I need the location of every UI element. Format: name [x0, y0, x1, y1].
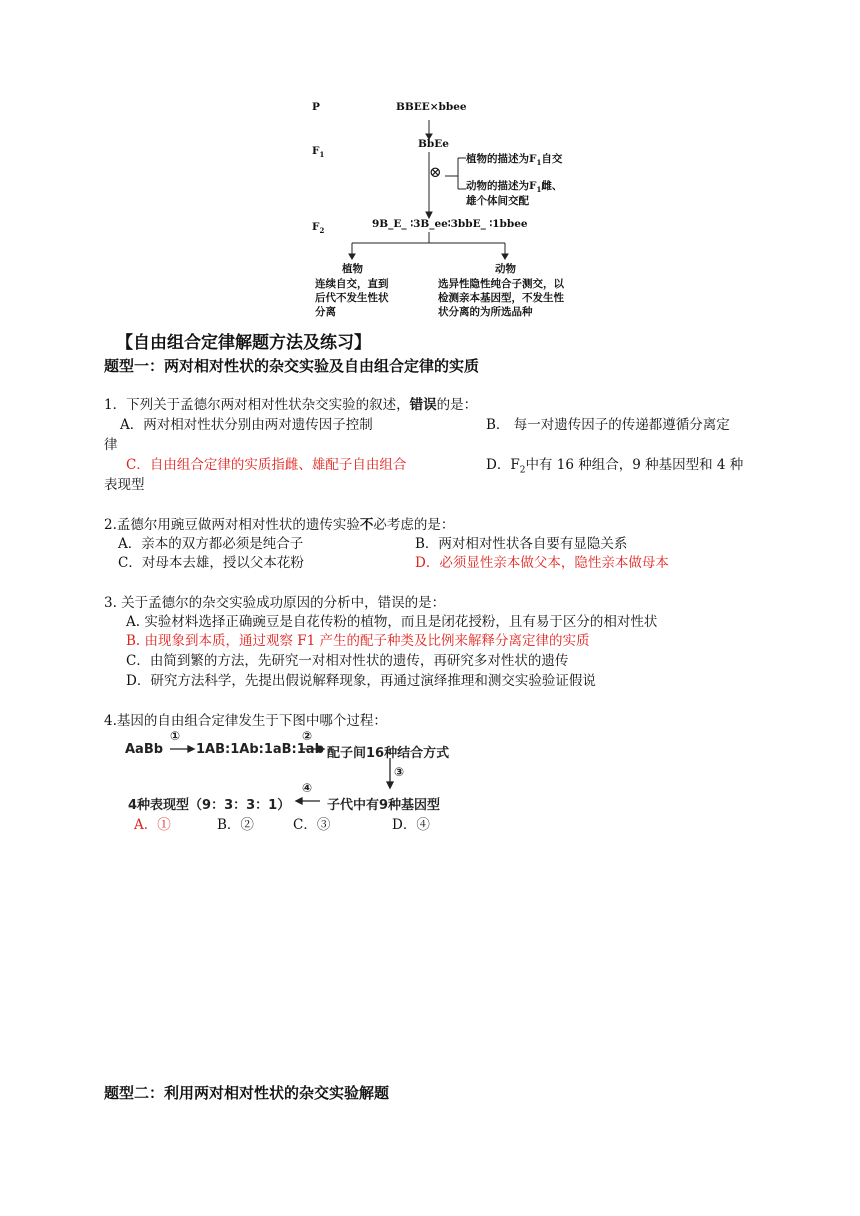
q1-option-a: A．两对相对性状分别由两对遗传因子控制 — [120, 417, 373, 433]
q4-start-genotype: AaBb — [125, 742, 164, 757]
q4-genotypes: 子代中有9种基因型 — [327, 798, 441, 813]
q3-stem: 3. 关于孟德尔的杂交实验成功原因的分析中，错误的是： — [104, 595, 446, 611]
p-cross: BBEE×bbee — [396, 101, 467, 113]
plant-desc: 连续自交，直到 后代不发生性状 分离 — [315, 278, 389, 318]
q1-option-b: B． 每一对遗传因子的传递都遵循分离定 — [486, 417, 730, 433]
type2-title: 题型二：利用两对相对性状的杂交实验解题 — [104, 1084, 390, 1102]
q4-option-b: B．② — [217, 817, 254, 833]
q3-option-d: D．研究方法科学，先提出假说解释现象，再通过演绎推理和测交实验验证假说 — [126, 673, 596, 689]
q3-option-b: B. 由现象到本质，通过观察 F1 产生的配子种类及比例来解释分离定律的实质 — [126, 633, 590, 649]
q4-option-c: C．③ — [293, 817, 331, 833]
q4-phenotypes: 4种表现型（9：3：3：1） — [128, 798, 291, 813]
animal-note-line1: 动物的描述为$F_1$雌、 — [466, 180, 563, 195]
f1-genotype: BbEe — [418, 138, 449, 150]
q1-stem: 1．下列关于孟德尔两对相对性状杂交实验的叙述，错误的是： — [104, 397, 478, 413]
animal-note-line2: 雄个体间交配 — [466, 195, 529, 207]
q2-option-b: B．两对相对性状各自要有显隐关系 — [415, 536, 628, 552]
q1-option-c: C．自由组合定律的实质指雌、雄配子自由组合 — [126, 457, 407, 473]
q1-option-d-cont: 表现型 — [104, 477, 145, 493]
q1-option-b-cont: 律 — [104, 437, 118, 453]
p-label: P — [312, 101, 320, 113]
q4-step3-label: ③ — [394, 765, 405, 779]
q4-combinations: 配子间16种结合方式 — [327, 746, 450, 761]
q4-option-a: A．① — [134, 817, 171, 833]
q4-step4-label: ④ — [302, 781, 313, 795]
q2-stem: 2.孟德尔用豌豆做两对相对性状的遗传实验不必考虑的是： — [104, 517, 455, 533]
animal-desc: 选异性隐性纯合子测交，以 检测亲本基因型，不发生性 状分离的为所选品种 — [438, 278, 564, 318]
q2-option-a: A．亲本的双方都必须是纯合子 — [118, 536, 304, 552]
q4-stem: 4.基因的自由组合定律发生于下图中哪个过程： — [104, 713, 387, 729]
q1-option-d: D．$F_2$中有 16 种组合，9 种基因型和 4 种 — [486, 457, 744, 476]
q4-step2-label: ② — [302, 729, 313, 743]
q4-gametes: 1AB:1Ab:1aB:1ab — [196, 742, 324, 757]
f1-label: $F_1$ — [312, 145, 325, 160]
q3-option-a: A. 实验材料选择正确豌豆是自花传粉的植物，而且是闭花授粉，且有易于区分的相对性状 — [126, 614, 658, 630]
section-title: 【自由组合定律解题方法及练习】 — [116, 333, 371, 353]
q3-option-c: C．由简到繁的方法，先研究一对相对性状的遗传，再研究多对性状的遗传 — [126, 653, 569, 669]
q4-option-d: D．④ — [392, 817, 430, 833]
f2-ratio: 9B_E_ ∶3B_ee∶3bbE_ ∶1bbee — [372, 218, 528, 230]
f2-label: $F_2$ — [312, 221, 325, 236]
branch-animal: 动物 — [495, 263, 516, 275]
plant-note: 植物的描述为$F_1$自交 — [466, 153, 563, 168]
type1-title: 题型一：两对相对性状的杂交实验及自由组合定律的实质 — [104, 357, 480, 375]
q2-option-c: C．对母本去雄，授以父本花粉 — [118, 555, 304, 571]
q4-step1-label: ① — [170, 729, 181, 743]
branch-plant: 植物 — [342, 263, 363, 275]
self-cross-icon: ⊗ — [429, 163, 442, 181]
q2-option-d: D．必须显性亲本做父本，隐性亲本做母本 — [415, 555, 669, 571]
